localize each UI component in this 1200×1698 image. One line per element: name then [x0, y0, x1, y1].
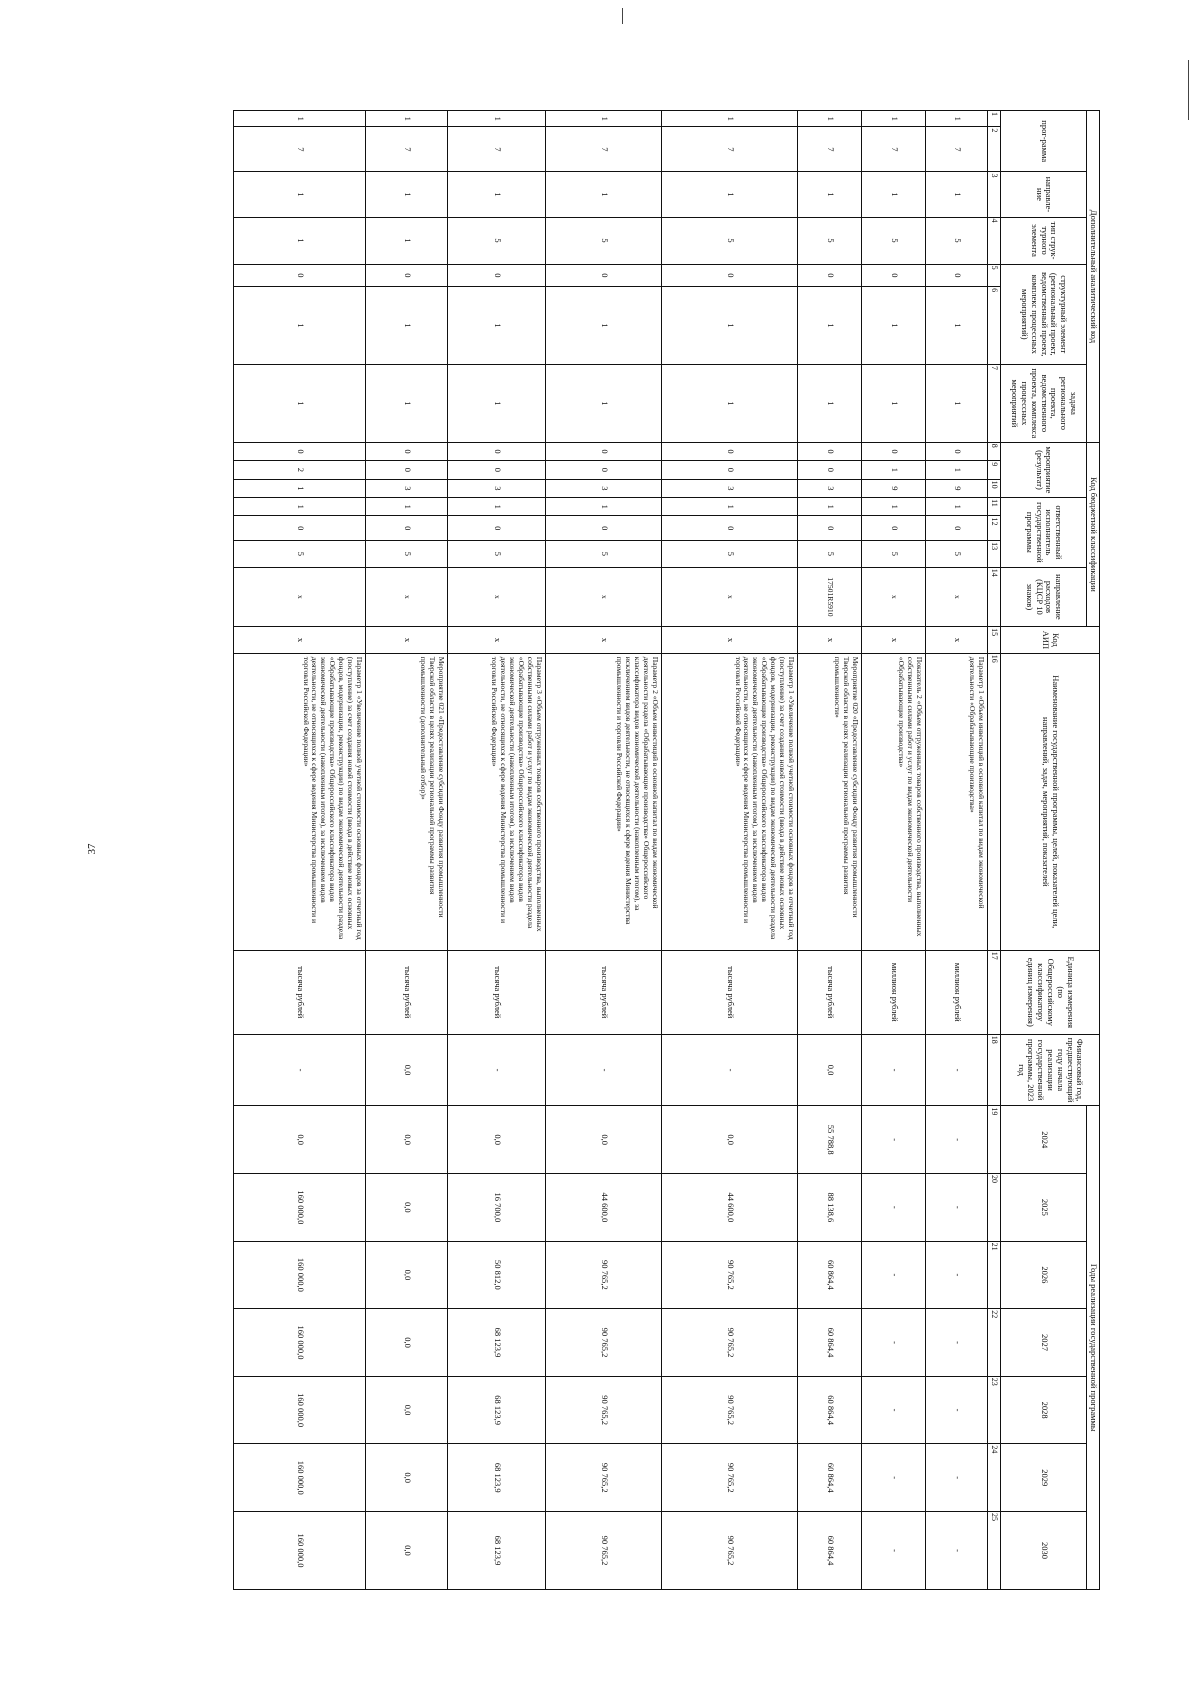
year-value: -	[862, 1241, 926, 1309]
year-value: 90 765,2	[662, 1444, 798, 1512]
code-cell: 0	[798, 461, 862, 479]
code-cell: 1	[662, 172, 798, 217]
code-cell: 0	[546, 516, 662, 541]
code-cell: x	[234, 567, 366, 626]
code-cell: 1	[862, 364, 926, 442]
code-cell: x	[448, 567, 546, 626]
code-cell: 1	[546, 111, 662, 127]
year-value: 60 864,4	[798, 1309, 862, 1377]
column-number: 14	[988, 567, 1001, 626]
code-cell: 1	[234, 287, 366, 365]
year-value: 90 765,2	[662, 1241, 798, 1309]
code-cell: 1	[862, 287, 926, 365]
code-cell: 7	[662, 127, 798, 172]
year-value: 60 864,4	[798, 1241, 862, 1309]
column-number: 6	[988, 287, 1001, 365]
code-cell: 1	[926, 498, 988, 516]
code-cell: 3	[798, 479, 862, 497]
year-value: 60 864,4	[798, 1511, 862, 1589]
code-cell: 0	[448, 516, 546, 541]
code-cell: 0	[366, 516, 448, 541]
code-cell: 0	[926, 442, 988, 460]
code-cell: 1	[366, 111, 448, 127]
code-cell: x	[662, 627, 798, 654]
year-value: -	[862, 1511, 926, 1589]
column-number: 8	[988, 442, 1001, 460]
code-cell: 1	[662, 364, 798, 442]
table-row	[862, 111, 926, 1590]
header-year-2024: 2024	[1001, 1106, 1087, 1174]
table-row	[448, 111, 546, 1590]
code-cell: 1	[448, 364, 546, 442]
code-cell: 1	[448, 498, 546, 516]
row-base-value: -	[546, 1034, 662, 1106]
code-cell: 5	[926, 541, 988, 568]
code-cell: 1	[546, 172, 662, 217]
year-value: 44 600,0	[546, 1174, 662, 1242]
code-cell: 1	[662, 498, 798, 516]
year-value: -	[862, 1174, 926, 1242]
header-base-year: Финансовый год, предшествующий году начала реализации государственной программы, 2023 год	[1001, 1034, 1100, 1106]
scan-mark-top	[622, 8, 623, 24]
year-value: 50 812,0	[448, 1241, 546, 1309]
header-year-2029: 2029	[1001, 1444, 1087, 1512]
year-value: 90 765,2	[546, 1511, 662, 1589]
year-value: 160 000,0	[234, 1444, 366, 1512]
column-number: 9	[988, 461, 1001, 479]
column-number: 7	[988, 364, 1001, 442]
column-number: 23	[988, 1376, 1001, 1444]
code-cell: 0	[546, 264, 662, 287]
header-year-2027: 2027	[1001, 1309, 1087, 1377]
rotated-table-container	[170, 110, 1100, 1590]
code-cell: x	[448, 627, 546, 654]
year-value: 0,0	[448, 1106, 546, 1174]
code-cell: 0	[234, 442, 366, 460]
year-value: 0,0	[662, 1106, 798, 1174]
row-base-value: 0,0	[366, 1034, 448, 1106]
column-number: 3	[988, 172, 1001, 217]
code-cell: 1	[448, 172, 546, 217]
year-value: 0,0	[366, 1376, 448, 1444]
code-cell: 0	[862, 264, 926, 287]
row-base-value: -	[926, 1034, 988, 1106]
code-cell: 1	[862, 172, 926, 217]
row-name: Мероприятие 020 «Предоставление субсидии Фонду развития промышленности Тверской области в целях реализации региональной программы развития промышленности»	[798, 653, 862, 950]
row-unit: тысяча рублей	[448, 950, 546, 1034]
code-cell: 1	[234, 479, 366, 497]
year-value: 0,0	[546, 1106, 662, 1174]
year-value: 68 123,9	[448, 1511, 546, 1589]
year-value: 90 765,2	[546, 1309, 662, 1377]
code-cell: 7	[798, 127, 862, 172]
header-executor: ответственный исполнитель государственной программы	[1001, 498, 1087, 568]
code-cell: 7	[546, 127, 662, 172]
code-cell: x	[234, 627, 366, 654]
header-year-2025: 2025	[1001, 1174, 1087, 1242]
table-body	[234, 111, 988, 1590]
code-cell: 0	[448, 461, 546, 479]
code-cell: 0	[448, 442, 546, 460]
code-cell: x	[546, 567, 662, 626]
code-cell: 5	[798, 217, 862, 264]
code-cell: 5	[448, 217, 546, 264]
year-value: 0,0	[366, 1444, 448, 1512]
header-years-group: Годы реализации государственной программы	[1087, 1106, 1100, 1590]
code-cell: 0	[366, 461, 448, 479]
code-cell: 5	[662, 217, 798, 264]
code-cell: 1	[546, 498, 662, 516]
year-value: -	[862, 1376, 926, 1444]
year-value: -	[926, 1309, 988, 1377]
code-cell: 1	[862, 498, 926, 516]
code-cell: 1	[234, 217, 366, 264]
year-value: -	[926, 1174, 988, 1242]
row-name: Параметр 1 «Объем инвестиций в основной капитал по видам экономической деятельности «Обрабатывающие производства»	[926, 653, 988, 950]
code-cell: 1	[926, 461, 988, 479]
code-cell: 0	[662, 461, 798, 479]
code-cell: 5	[546, 217, 662, 264]
code-cell: 3	[366, 479, 448, 497]
row-name: Параметр 1 «Увеличение полной учетной стоимости основных фондов за отчетный год (поступление) за счет создания новой стоимости (ввода в действие новых основных фондов, модернизации, реконструкции) по видам экономической деятельности раздела «Обрабатывающие производства» Общероссийского классификатора видов экономической деятельности (накопленным итогом), за исключением видов деятельности, не относящихся к сфере ведения Министерства промышленности и торговли Российской Федерации»	[234, 653, 366, 950]
year-value: 90 765,2	[546, 1241, 662, 1309]
column-number: 13	[988, 541, 1001, 568]
code-cell: 1	[448, 111, 546, 127]
header-budget-code: Код бюджетной классификации	[1087, 442, 1100, 626]
code-cell: 3	[662, 479, 798, 497]
code-cell: 7	[862, 127, 926, 172]
row-base-value: -	[234, 1034, 366, 1106]
row-name: Мероприятие 021 «Предоставление субсидии Фонду развития промышленности Тверской области в целях реализации региональной программы развития промышленности (дополнительный отбор)»	[366, 653, 448, 950]
year-value: 0,0	[234, 1106, 366, 1174]
code-cell: 0	[448, 264, 546, 287]
code-cell: 1	[366, 287, 448, 365]
year-value: 160 000,0	[234, 1376, 366, 1444]
year-value: 160 000,0	[234, 1309, 366, 1377]
code-cell: 0	[862, 516, 926, 541]
code-cell: 1	[662, 111, 798, 127]
year-value: 160 000,0	[234, 1511, 366, 1589]
column-number-row	[988, 111, 1001, 1590]
header-direction: направле-ние	[1001, 172, 1087, 217]
page-number: 37	[86, 843, 98, 855]
code-cell: 0	[798, 442, 862, 460]
code-cell: 1	[926, 172, 988, 217]
code-cell: 2	[234, 461, 366, 479]
table-row	[234, 111, 366, 1590]
program-table	[233, 110, 1100, 1590]
code-cell: 0	[662, 516, 798, 541]
header-expense-dir: направление расходов (КЦСР 10 знаков)	[1001, 567, 1087, 626]
header-program: прог-рамма	[1001, 111, 1087, 172]
code-cell: 5	[662, 541, 798, 568]
code-cell: 7	[234, 127, 366, 172]
code-cell: 0	[366, 442, 448, 460]
year-value: -	[862, 1106, 926, 1174]
code-cell: 0	[926, 516, 988, 541]
code-cell: 5	[366, 541, 448, 568]
column-number: 11	[988, 498, 1001, 516]
code-cell: x	[546, 627, 662, 654]
year-value: -	[926, 1106, 988, 1174]
code-cell: 1	[798, 498, 862, 516]
year-value: 90 765,2	[662, 1511, 798, 1589]
code-cell: 3	[448, 479, 546, 497]
row-unit: миллион рублей	[862, 950, 926, 1034]
row-name: Параметр 3 «Объем отгруженных товаров собственного производства, выполненных собственными силами работ и услуг по видам экономической деятельности раздела «Обрабатывающие производства» Общероссийского классификатора видов экономической деятельности (накопленным итогом), за исключением видов деятельности, не относящихся к сфере ведения Министерства промышленности и торговли Российской Федерации»	[448, 653, 546, 950]
code-cell: 0	[926, 264, 988, 287]
table-row	[798, 111, 862, 1590]
year-value: -	[926, 1376, 988, 1444]
column-number: 5	[988, 264, 1001, 287]
code-cell: 1	[234, 172, 366, 217]
column-number: 1	[988, 111, 1001, 127]
year-value: 0,0	[366, 1106, 448, 1174]
code-cell: 7	[366, 127, 448, 172]
header-elem-type: тип струк-турного элемента	[1001, 217, 1087, 264]
code-cell: 1	[234, 498, 366, 516]
column-number: 22	[988, 1309, 1001, 1377]
code-cell: 5	[862, 217, 926, 264]
year-value: -	[926, 1511, 988, 1589]
code-cell: 1	[366, 364, 448, 442]
year-value: 60 864,4	[798, 1444, 862, 1512]
code-cell: 0	[662, 264, 798, 287]
code-cell: 7	[926, 127, 988, 172]
code-cell: 5	[546, 541, 662, 568]
code-cell: 0	[234, 264, 366, 287]
year-value: 68 123,9	[448, 1309, 546, 1377]
year-value: 44 600,0	[662, 1174, 798, 1242]
code-cell: 1	[366, 172, 448, 217]
table-row	[366, 111, 448, 1590]
row-unit: тысяча рублей	[798, 950, 862, 1034]
column-number: 12	[988, 516, 1001, 541]
year-value: 60 864,4	[798, 1376, 862, 1444]
header-task: задача регионального проекта, ведомственного проекта, комплекса процессных мероприятий	[1001, 364, 1087, 442]
code-cell: 5	[234, 541, 366, 568]
header-year-2028: 2028	[1001, 1376, 1087, 1444]
year-value: 160 000,0	[234, 1241, 366, 1309]
code-cell: 5	[926, 217, 988, 264]
code-cell: x	[926, 567, 988, 626]
code-cell: 3	[546, 479, 662, 497]
code-cell: 5	[448, 541, 546, 568]
code-cell: x	[662, 567, 798, 626]
header-struct-elem: структурный элемент (региональный проект, ведомственный проект, комплекс процессных мероприятий)	[1001, 264, 1087, 364]
scan-mark-right	[1188, 60, 1189, 120]
year-value: -	[926, 1241, 988, 1309]
header-dop-code: Дополнительный аналитический код	[1087, 111, 1100, 443]
code-cell: 0	[798, 516, 862, 541]
code-cell: 9	[862, 479, 926, 497]
row-unit: миллион рублей	[926, 950, 988, 1034]
column-number: 24	[988, 1444, 1001, 1512]
row-unit: тысяча рублей	[662, 950, 798, 1034]
row-unit: тысяча рублей	[546, 950, 662, 1034]
year-value: 68 123,9	[448, 1444, 546, 1512]
header-year-2030: 2030	[1001, 1511, 1087, 1589]
code-cell: x	[862, 627, 926, 654]
code-cell: 1	[366, 498, 448, 516]
row-name: Показатель 2 «Объем отгруженных товаров собственного производства, выполненных собственными силами работ и услуг по видам экономической деятельности «Обрабатывающие производства»	[862, 653, 926, 950]
year-value: 55 788,8	[798, 1106, 862, 1174]
header-measure: мероприятие (результат)	[1001, 442, 1087, 497]
code-cell: 1	[366, 217, 448, 264]
year-value: -	[862, 1444, 926, 1512]
code-cell: 0	[862, 442, 926, 460]
year-value: -	[926, 1444, 988, 1512]
code-cell: 1	[546, 364, 662, 442]
row-base-value: 0,0	[798, 1034, 862, 1106]
row-base-value: -	[662, 1034, 798, 1106]
code-cell: 1	[234, 111, 366, 127]
year-value: 16 700,0	[448, 1174, 546, 1242]
year-value: 0,0	[366, 1309, 448, 1377]
column-number: 17	[988, 950, 1001, 1034]
year-value: 0,0	[366, 1174, 448, 1242]
code-cell: x	[366, 567, 448, 626]
column-number: 10	[988, 479, 1001, 497]
column-number: 15	[988, 627, 1001, 654]
code-cell: x	[366, 627, 448, 654]
year-value: 90 765,2	[546, 1444, 662, 1512]
code-cell: 9	[926, 479, 988, 497]
code-cell: 1	[862, 461, 926, 479]
column-number: 4	[988, 217, 1001, 264]
column-number: 21	[988, 1241, 1001, 1309]
code-cell: 1	[926, 364, 988, 442]
code-cell: x	[798, 627, 862, 654]
column-number: 16	[988, 653, 1001, 950]
header-unit: Единица измерения (по Общероссийскому классификатору единиц измерения)	[1001, 950, 1100, 1034]
code-cell: 1	[546, 287, 662, 365]
code-cell: 1	[798, 364, 862, 442]
row-base-value: -	[448, 1034, 546, 1106]
year-value: 0,0	[366, 1511, 448, 1589]
code-cell: 1	[926, 111, 988, 127]
year-value: 88 138,6	[798, 1174, 862, 1242]
code-cell: 0	[662, 442, 798, 460]
code-cell: 1	[798, 111, 862, 127]
code-cell: 1	[234, 364, 366, 442]
year-value: 68 123,9	[448, 1376, 546, 1444]
year-value: 0,0	[366, 1241, 448, 1309]
code-cell: 1	[926, 287, 988, 365]
row-unit: тысяча рублей	[234, 950, 366, 1034]
row-name: Параметр 2 «Объем инвестиций в основной капитал по видам экономической деятельности раздела «Обрабатывающие производства» Общероссийского классификатора видов экономической деятельности (накопленным итогом), за исключением видов деятельности, не относящихся к сфере ведения Министерства промышленности и торговли Российской Федерации»	[546, 653, 662, 950]
code-cell: 1	[798, 172, 862, 217]
year-value: 160 000,0	[234, 1174, 366, 1242]
column-number: 20	[988, 1174, 1001, 1242]
code-cell: 1	[662, 287, 798, 365]
header-year-2026: 2026	[1001, 1241, 1087, 1309]
year-value: 90 765,2	[546, 1376, 662, 1444]
column-number: 25	[988, 1511, 1001, 1589]
year-value: -	[862, 1309, 926, 1377]
table-row	[926, 111, 988, 1590]
code-cell: 0	[798, 264, 862, 287]
code-cell: 0	[366, 264, 448, 287]
code-cell: 7	[448, 127, 546, 172]
table-row	[662, 111, 798, 1590]
header-name: Наименование государственной программы, целей, показателей цели, направлений, задач, мероприятий, показателей	[1001, 653, 1100, 950]
row-base-value: -	[862, 1034, 926, 1106]
row-name: Параметр 1 «Увеличение полной учетной стоимости основных фондов за отчетный год (поступление) за счет создания новой стоимости (ввода в действие новых основных фондов, модернизации, реконструкции) по видам экономической деятельности раздела «Обрабатывающие производства» Общероссийского классификатора видов экономической деятельности (накопленным итогом), за исключением видов деятельности, не относящихся к сфере ведения Министерства промышленности и торговли Российской Федерации»	[662, 653, 798, 950]
column-number: 2	[988, 127, 1001, 172]
code-cell: 5	[862, 541, 926, 568]
code-cell: x	[862, 567, 926, 626]
code-cell: 0	[546, 461, 662, 479]
header-kod-aip: Код АИП	[1001, 627, 1100, 654]
code-cell: 17501R5910	[798, 567, 862, 626]
code-cell: 1	[862, 111, 926, 127]
year-value: 90 765,2	[662, 1309, 798, 1377]
code-cell: 1	[798, 287, 862, 365]
code-cell: 1	[448, 287, 546, 365]
code-cell: 5	[798, 541, 862, 568]
year-value: 90 765,2	[662, 1376, 798, 1444]
row-unit: тысяча рублей	[366, 950, 448, 1034]
code-cell: 0	[546, 442, 662, 460]
column-number: 18	[988, 1034, 1001, 1106]
column-number: 19	[988, 1106, 1001, 1174]
code-cell: x	[926, 627, 988, 654]
table-row	[546, 111, 662, 1590]
code-cell: 0	[234, 516, 366, 541]
